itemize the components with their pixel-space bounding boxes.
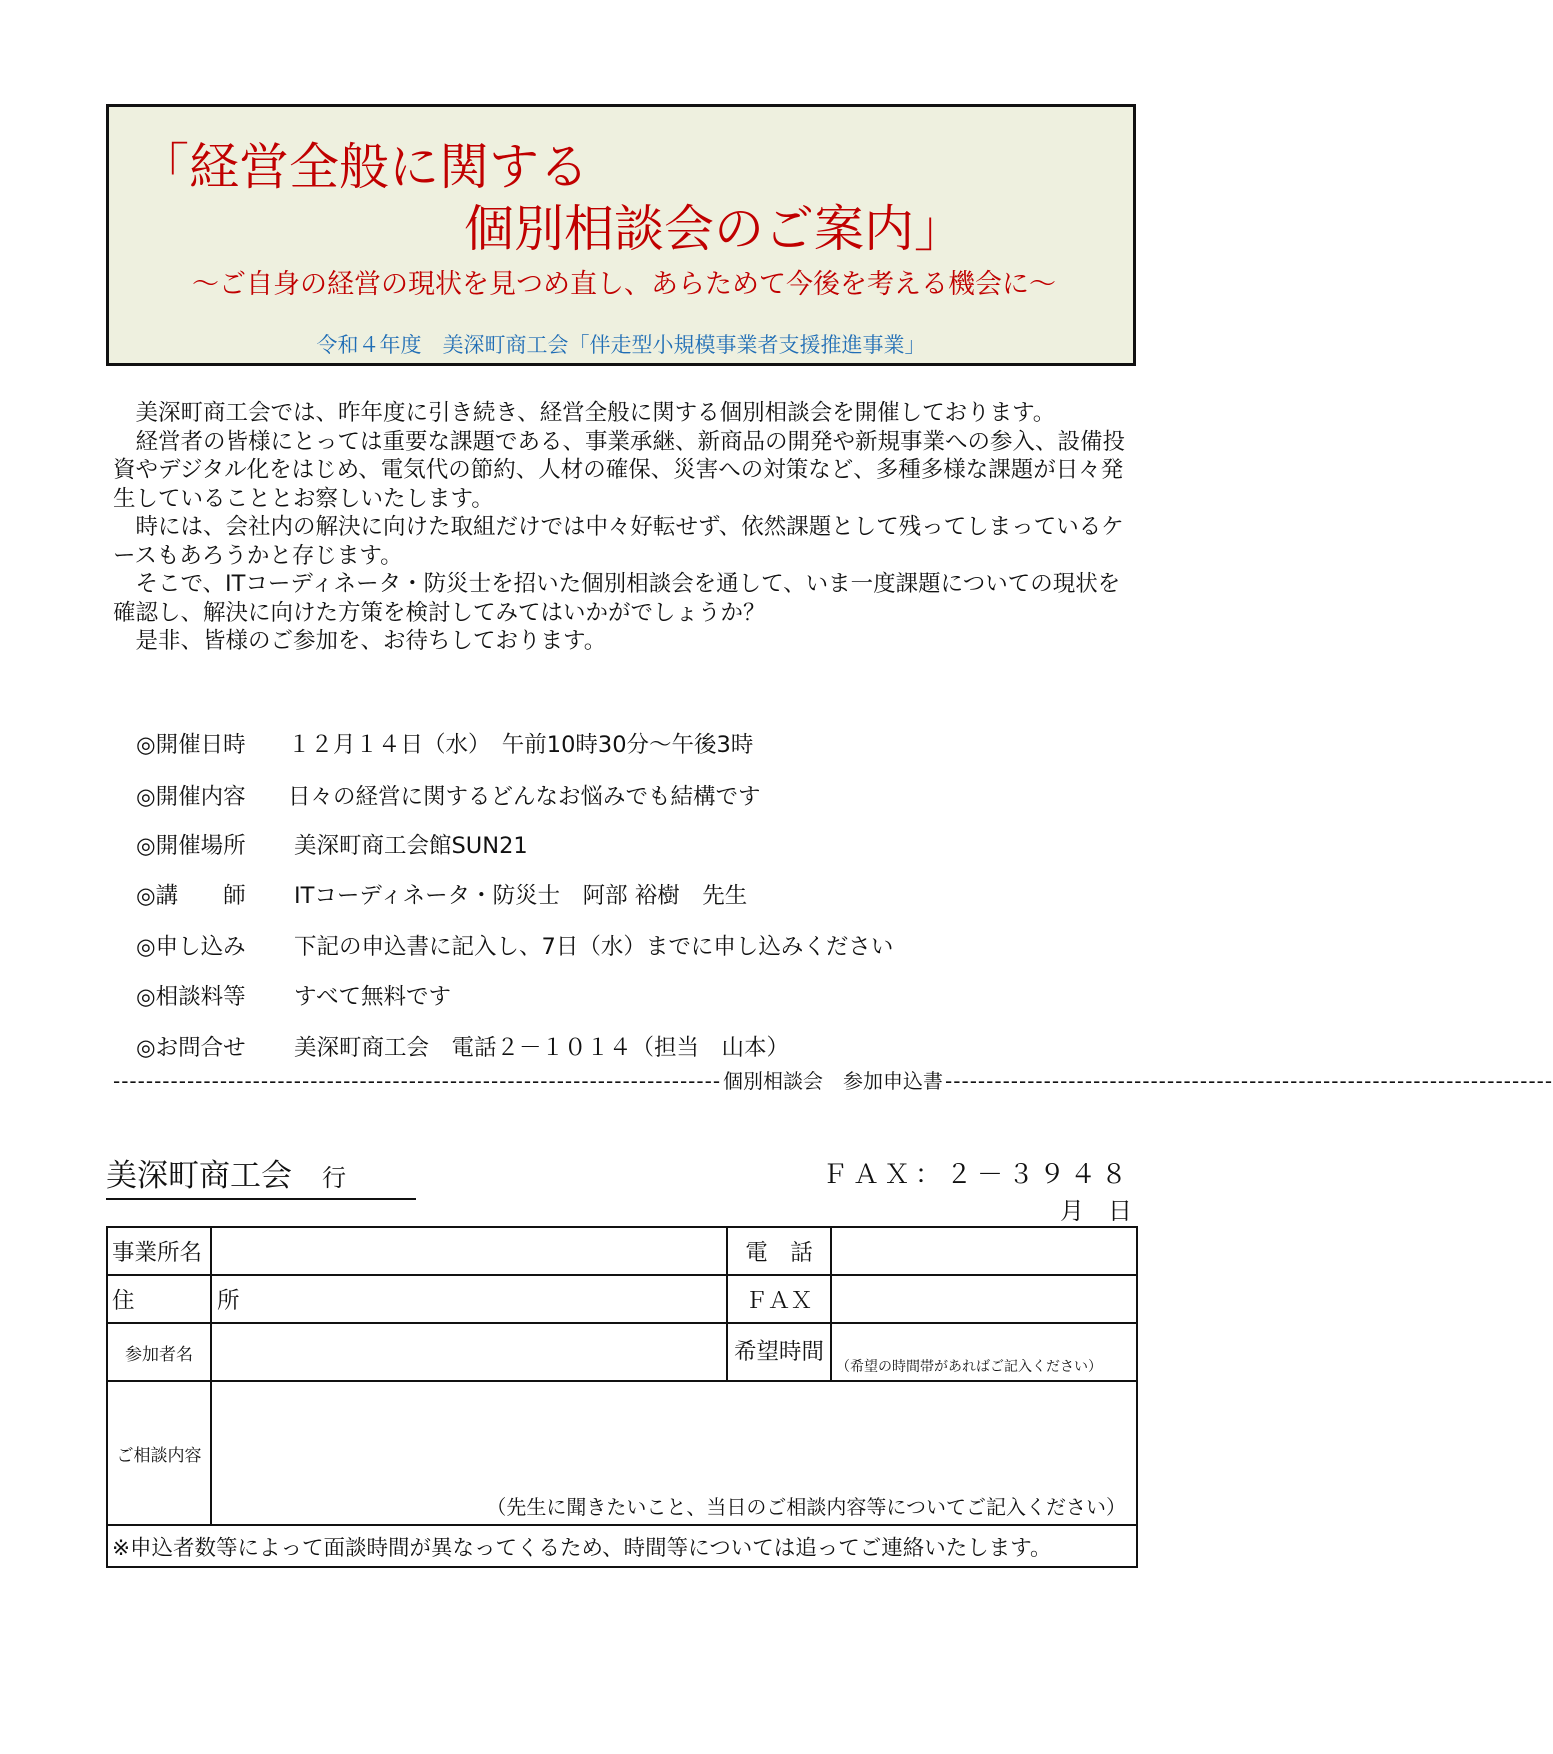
form-heading: 個別相談会 参加申込書 [723, 1069, 944, 1093]
detail-value: 日々の経営に関するどんなお悩みでも結構です [288, 784, 761, 810]
detail-value: 美深町商工会館SUN21 [294, 833, 528, 859]
consultation-field[interactable]: （先生に聞きたいこと、当日のご相談内容等についてご記入ください） [211, 1381, 1137, 1525]
business-name-field[interactable] [211, 1227, 727, 1275]
fax-label: ＦＡＸ [727, 1275, 831, 1323]
recipient [106, 1156, 416, 1200]
detail-label: ◎開催日時 [136, 732, 246, 758]
preferred-time-field[interactable]: （希望の時間帯があればご記入ください） [831, 1323, 1137, 1381]
intro-paragraph: 美深町商工会では、昨年度に引き続き、経営全般に関する個別相談会を開催しております。 [135, 400, 1056, 426]
participant-label: 参加者名 [107, 1323, 211, 1381]
consultation-label: ご相談内容 [107, 1381, 211, 1525]
recipient-suffix: 行 [322, 1164, 346, 1192]
phone-label: 電 話 [727, 1227, 831, 1275]
cut-line [113, 1066, 1553, 1096]
intro-paragraph: 時には、会社内の解決に向けた取組だけでは中々好転せず、依然課題として残ってしまっているケースもあろうかと存じます。 [113, 514, 1124, 569]
application-form [106, 1226, 1138, 1568]
detail-label: ◎相談料等 [136, 984, 246, 1010]
fax-field[interactable] [831, 1275, 1137, 1323]
address-label: 住 所 [107, 1275, 211, 1323]
preferred-time-label: 希望時間 [727, 1323, 831, 1381]
detail-label: ◎開催内容 [136, 784, 246, 810]
intro-paragraph: 是非、皆様のご参加を、お待ちしております。 [135, 628, 607, 654]
detail-value: ITコーディネータ・防災士 阿部 裕樹 先生 [294, 883, 748, 909]
intro-text [113, 399, 1138, 656]
cut-line-dashes: -------------------------------------------------------------------------- [113, 1069, 722, 1093]
detail-label: ◎申し込み [136, 934, 246, 960]
title-line-2: 個別相談会のご案内」 [464, 200, 964, 258]
fax-number: ＦＡＸ：２－３９４８ [821, 1160, 1132, 1190]
recipient-name: 美深町商工会 [106, 1158, 292, 1194]
detail-value: 美深町商工会 電話２－１０１４（担当 山本） [294, 1035, 790, 1061]
intro-paragraph: 経営者の皆様にとっては重要な課題である、事業承継、新商品の開発や新規事業への参入、設備投資やデジタル化をはじめ、電気代の節約、人材の確保、災害への対策など、多種多様な課題が日々発生していることとお察しいたします。 [113, 428, 1126, 512]
cut-line-dashes: -------------------------------------------------------------------------- [945, 1069, 1553, 1093]
address-field[interactable] [211, 1275, 727, 1323]
subtitle: ～ご自身の経営の現状を見つめ直し、あらためて今後を考える機会に～ [192, 269, 1056, 300]
title-line-1: 「経営全般に関する [139, 138, 589, 196]
detail-value: １２月１４日（水） 午前10時30分～午後3時 [288, 732, 754, 758]
business-name-label: 事業所名 [107, 1227, 211, 1275]
program-name: 令和４年度 美深町商工会「伴走型小規模事業者支援推進事業」 [316, 333, 926, 357]
detail-value: すべて無料です [294, 984, 452, 1010]
detail-value: 下記の申込書に記入し、7日（水）までに申し込みください [294, 934, 894, 960]
footnote: ※申込者数等によって面談時間が異なってくるため、時間等については追ってご連絡いたします。 [107, 1525, 1137, 1567]
phone-field[interactable] [831, 1227, 1137, 1275]
detail-label: ◎お問合せ [136, 1035, 246, 1061]
header-box [106, 104, 1136, 366]
intro-paragraph: そこで、ITコーディネータ・防災士を招いた個別相談会を通して、いま一度課題についての現状を確認し、解決に向けた方策を検討してみてはいかがでしょうか？ [113, 571, 1121, 626]
participant-field[interactable] [211, 1323, 727, 1381]
detail-label: ◎開催場所 [136, 833, 246, 859]
detail-label: ◎講 師 [136, 883, 246, 909]
date-slot[interactable]: 月 日 [1060, 1197, 1132, 1225]
